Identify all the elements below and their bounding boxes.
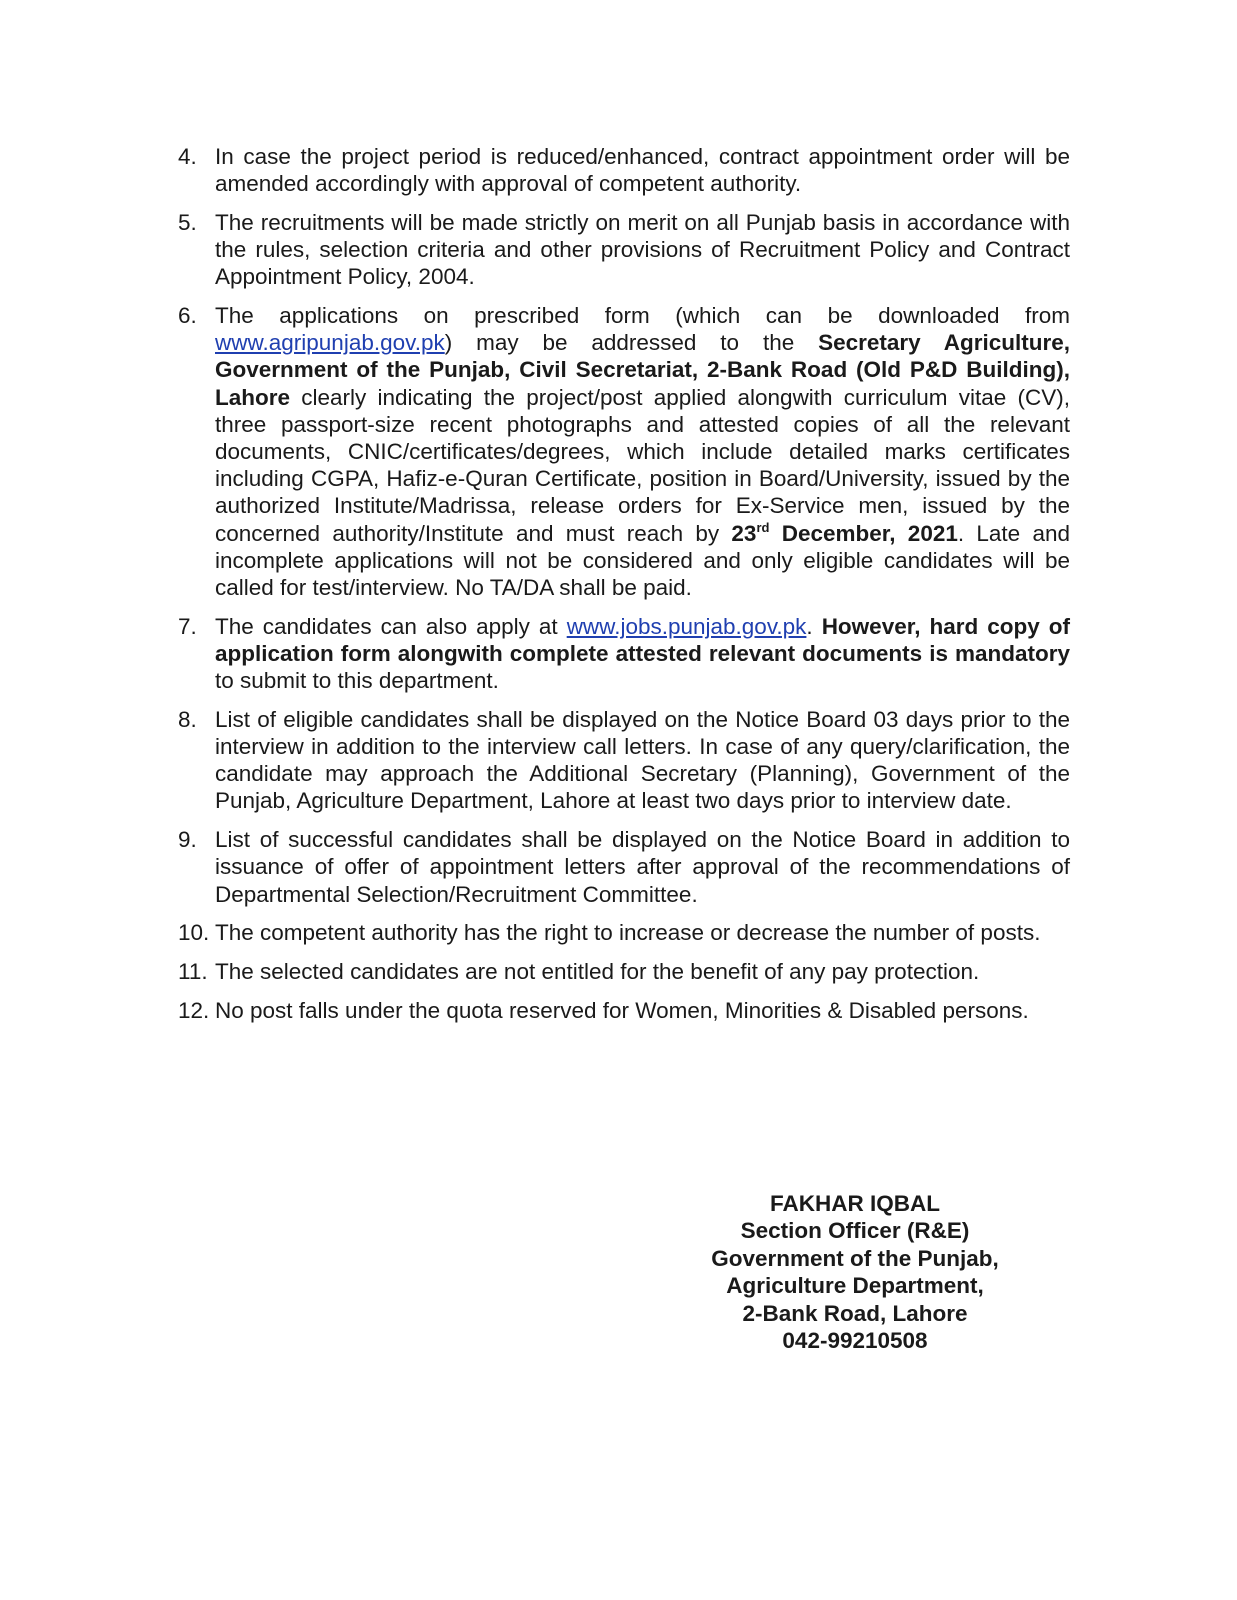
text-segment: to submit to this department. <box>215 668 499 694</box>
list-item <box>174 958 1070 985</box>
item-text: In case the project period is reduced/enhanced, contract appointment order will be amended accordingly with approval of competent authority. <box>215 144 1070 197</box>
signatory-org: Government of the Punjab, <box>711 1245 999 1271</box>
item-text <box>215 613 1070 695</box>
agripunjab-link[interactable]: www.agripunjab.gov.pk <box>215 330 445 356</box>
item-number: 5. <box>178 209 197 235</box>
item-text: List of successful candidates shall be displayed on the Notice Board in addition to issuance of offer of appointment letters after approval of the recommendations of Departmental Selection/Recruitment Committee. <box>215 827 1070 907</box>
address-bold: Secretary Agriculture, Government of the Punjab, Civil Secretariat, 2-Bank Road (Old P&D Building), Lahore <box>215 330 1070 410</box>
item-number: 7. <box>178 613 197 639</box>
hard-copy-bold: However, hard copy of application form alongwith complete attested relevant documents is mandatory <box>215 613 1070 666</box>
signatory-address: 2-Bank Road, Lahore <box>742 1300 968 1326</box>
signature-block <box>690 1190 1020 1354</box>
list-item <box>174 143 1070 197</box>
list-item <box>174 919 1070 946</box>
item-number: 11. <box>178 958 208 984</box>
item-text: The recruitments will be made strictly on merit on all Punjab basis in accordance with the rules, selection criteria and other provisions of Recruitment Policy and Contract Appointment Policy, 2004. <box>215 209 1070 290</box>
item-text: The competent authority has the right to increase or decrease the number of posts. <box>215 920 1041 946</box>
text-segment: The applications on prescribed form (which can be downloaded from <box>215 303 1070 329</box>
list-item <box>174 613 1070 695</box>
item-text: The selected candidates are not entitled for the benefit of any pay protection. <box>215 958 980 984</box>
text-segment: clearly indicating the project/post applied alongwith curriculum vitae (CV), three passport-size recent photographs and attested copies of all the relevant documents, CNIC/certificates/degrees, which include detailed marks certificates including CGPA, Hafiz-e-Quran Certificate, position in Board/University, issued by the authorized Institute/Madrissa, release orders for Ex-Service men, issued by the concerned authority/Institute and must reach by <box>215 384 1070 546</box>
signatory-name: FAKHAR IQBAL <box>770 1191 940 1216</box>
item-number: 4. <box>178 144 197 169</box>
date-day: 23 <box>731 520 757 546</box>
list-item <box>174 209 1070 291</box>
text-segment: The candidates can also apply at <box>215 613 558 639</box>
item-number: 9. <box>178 827 197 853</box>
list-item <box>174 997 1070 1024</box>
list-item <box>174 826 1070 908</box>
signatory-department: Agriculture Department, <box>726 1273 984 1299</box>
text-segment: ) may be addressed to the <box>444 330 795 356</box>
list-item <box>174 302 1070 601</box>
item-text: No post falls under the quota reserved for Women, Minorities & Disabled persons. <box>215 997 1029 1023</box>
signatory-phone: 042-99210508 <box>782 1328 928 1354</box>
jobs-punjab-link[interactable]: www.jobs.punjab.gov.pk <box>566 613 807 639</box>
deadline-date <box>731 521 957 546</box>
item-text: List of eligible candidates shall be displayed on the Notice Board 03 days prior to the interview in addition to the interview call letters. In case of any query/clarification, the candidate may approach the Additional Secretary (Planning), Government of the Punjab, Agriculture Department, Lahore at least two days prior to interview date. <box>215 706 1070 814</box>
list-item <box>174 706 1070 815</box>
signatory-designation: Section Officer (R&E) <box>740 1218 970 1244</box>
date-suffix: rd <box>756 519 770 535</box>
text-segment: . Late and incomplete applications will not be considered and only eligible candidates will be called for test/interview. No TA/DA shall be paid. <box>215 520 1070 601</box>
item-number: 6. <box>178 303 197 329</box>
item-number: 10. <box>178 920 210 946</box>
item-text <box>215 302 1070 601</box>
conditions-list <box>174 143 1070 1035</box>
item-number: 12. <box>178 997 210 1023</box>
date-rest: December, 2021 <box>781 520 958 546</box>
item-number: 8. <box>178 706 197 732</box>
text-segment: . <box>806 613 813 639</box>
